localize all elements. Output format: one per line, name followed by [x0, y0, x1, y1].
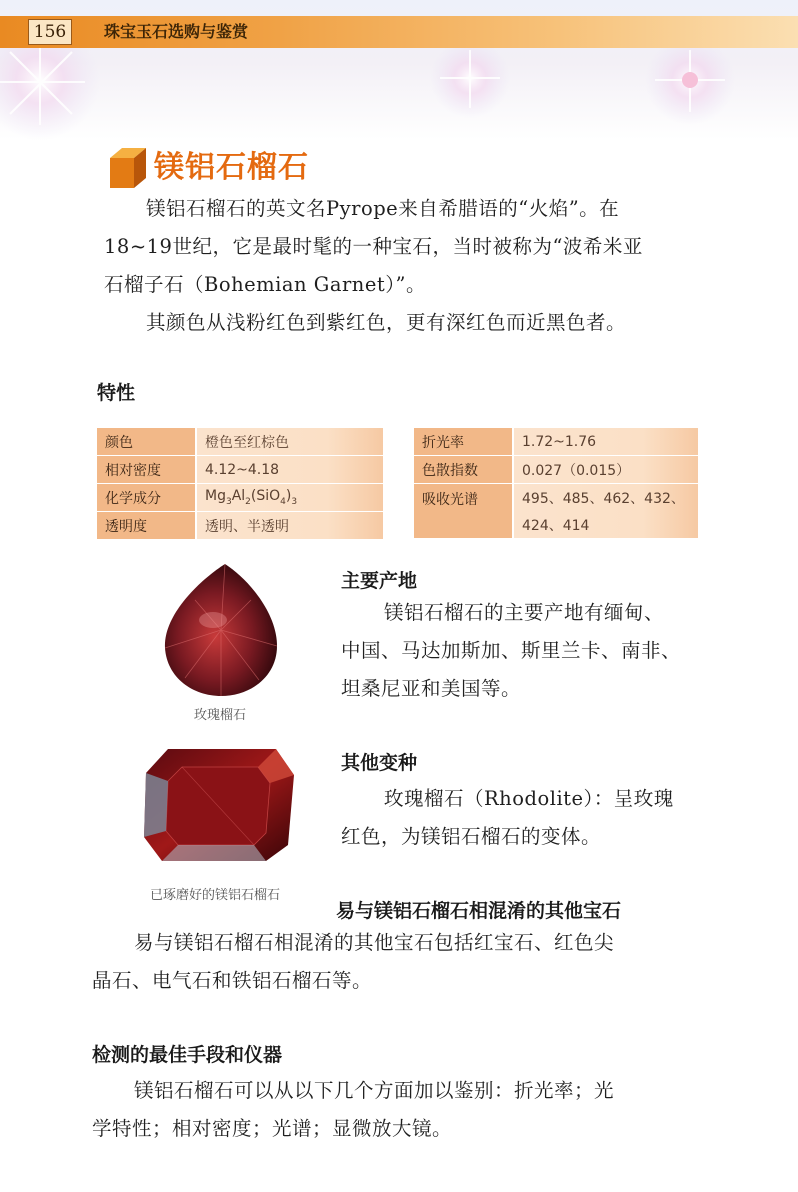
table-key: 透明度 — [97, 512, 196, 540]
intro-line-4: 其颜色从浅粉红色到紫红色，更有深红色而近黑色者。 — [146, 311, 627, 334]
properties-heading: 特性 — [97, 382, 136, 404]
cut-pyrope-gem-image — [138, 745, 298, 865]
properties-table-left — [97, 428, 383, 539]
intro-line-1: 镁铝石榴石的英文名Pyrope来自希腊语的“火焰”。在 — [146, 197, 620, 220]
detection-line-2: 学特性；相对密度；光谱；显微放大镜。 — [92, 1117, 453, 1140]
table-row — [414, 456, 698, 484]
table-key: 颜色 — [97, 428, 196, 456]
table-row — [97, 428, 383, 456]
origin-line-2: 中国、马达加斯加、斯里兰卡、南非、 — [341, 639, 682, 662]
properties-table-right — [414, 428, 698, 538]
table-value: 4.12~4.18 — [196, 456, 383, 484]
intro-line-2: 18~19世纪，它是最时髦的一种宝石，当时被称为“波希米亚 — [104, 235, 643, 258]
table-row — [97, 484, 383, 512]
image-caption-2: 已琢磨好的镁铝石榴石 — [149, 888, 280, 903]
origin-heading: 主要产地 — [341, 570, 418, 592]
table-value: 0.027（0.015） — [513, 456, 698, 484]
table-row — [97, 456, 383, 484]
table-row — [97, 512, 383, 540]
table-value: 橙色至红棕色 — [196, 428, 383, 456]
table-value: 424、414 — [513, 511, 698, 538]
detection-heading: 检测的最佳手段和仪器 — [92, 1044, 283, 1066]
table-key: 折光率 — [414, 428, 513, 456]
table-value: 透明、半透明 — [196, 512, 383, 540]
origin-line-3: 坦桑尼亚和美国等。 — [341, 677, 522, 700]
detection-line-1: 镁铝石榴石可以从以下几个方面加以鉴别：折光率；光 — [134, 1079, 615, 1102]
table-value-formula: $Mg_3Al_2(SiO_4)_3$ — [196, 484, 383, 512]
page-number: 156 — [28, 19, 72, 45]
table-key: 吸收光谱 — [414, 484, 513, 539]
cube-icon — [104, 146, 150, 192]
table-key: 色散指数 — [414, 456, 513, 484]
section-title: 镁铝石榴石 — [154, 150, 309, 185]
confusion-heading: 易与镁铝石榴石相混淆的其他宝石 — [336, 900, 622, 922]
confusion-line-1: 易与镁铝石榴石相混淆的其他宝石包括红宝石、红色尖 — [134, 931, 615, 954]
table-row — [414, 428, 698, 456]
table-key: 相对密度 — [97, 456, 196, 484]
table-key: 化学成分 — [97, 484, 196, 512]
varieties-line-1: 玫瑰榴石（Rhodolite）：呈玫瑰 — [384, 787, 674, 810]
image-caption-1: 玫瑰榴石 — [193, 708, 246, 723]
confusion-line-2: 晶石、电气石和铁铝石榴石等。 — [92, 969, 373, 992]
table-value: 1.72~1.76 — [513, 428, 698, 456]
rhodolite-gem-image — [155, 560, 285, 700]
intro-line-3: 石榴子石（Bohemian Garnet）”。 — [104, 273, 426, 296]
origin-line-1: 镁铝石榴石的主要产地有缅甸、 — [384, 601, 665, 624]
varieties-line-2: 红色，为镁铝石榴石的变体。 — [341, 825, 602, 848]
varieties-heading: 其他变种 — [341, 752, 418, 774]
table-value: 495、485、462、432、 — [513, 484, 698, 512]
table-row — [414, 484, 698, 512]
running-title: 珠宝玉石选购与鉴赏 — [104, 22, 249, 41]
